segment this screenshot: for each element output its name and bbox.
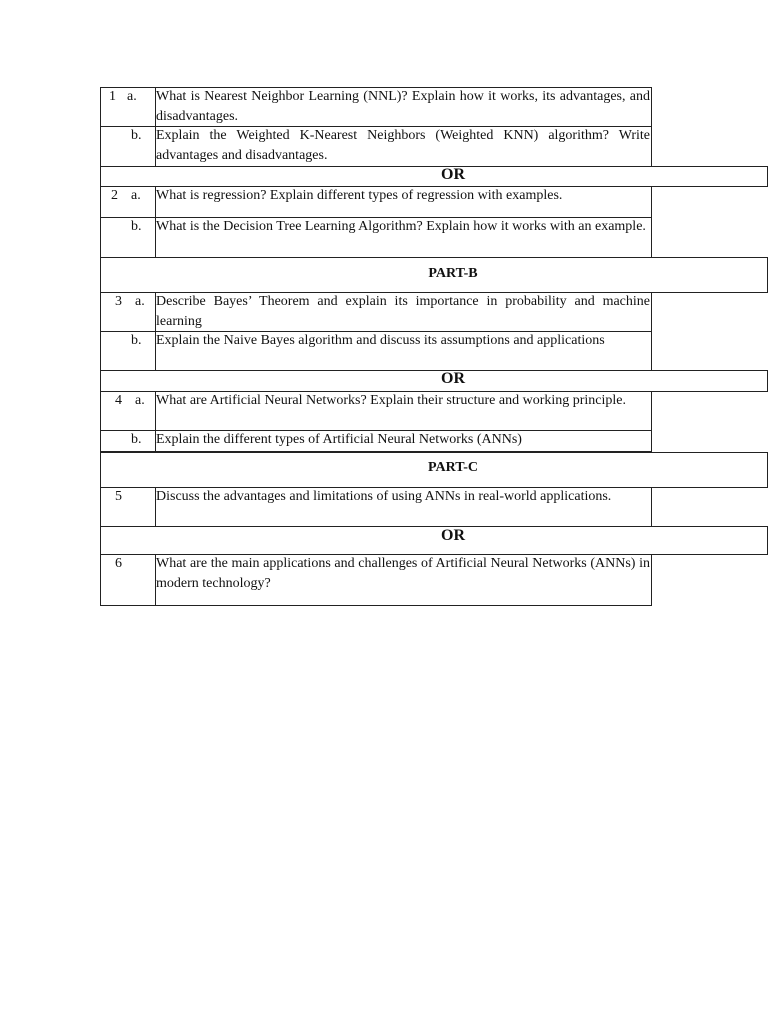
- question-text: What are Artificial Neural Networks? Explain their structure and working principle.: [156, 393, 626, 408]
- or-separator: OR: [441, 166, 465, 183]
- subquestion-label: a.: [131, 188, 141, 203]
- part-c-heading: PART-C: [427, 460, 479, 475]
- subquestion-label: b.: [131, 128, 142, 143]
- table-rule: [651, 554, 652, 606]
- subquestion-label: a.: [127, 89, 137, 104]
- or-separator: OR: [441, 370, 465, 387]
- question-text: Explain the Naive Bayes algorithm and discuss its assumptions and applications: [156, 333, 605, 348]
- table-rule: [651, 391, 652, 452]
- subquestion-label: b.: [131, 219, 142, 234]
- table-rule: [100, 257, 768, 258]
- question-number: 6: [115, 556, 122, 571]
- table-rule: [651, 186, 652, 257]
- part-b-heading: PART-B: [428, 266, 478, 281]
- table-rule: [651, 487, 652, 526]
- table-rule: [651, 292, 652, 370]
- question-text: What is Nearest Neighbor Learning (NNL)? Explain how it works, its advantages, and disadvantages.: [156, 89, 650, 124]
- question-text: Describe Bayes’ Theorem and explain its importance in probability and machine learning: [156, 294, 650, 329]
- subquestion-label: b.: [131, 432, 142, 447]
- subquestion-label: a.: [135, 294, 145, 309]
- question-text: Discuss the advantages and limitations of using ANNs in real-world applications.: [156, 489, 612, 504]
- question-text: What is regression? Explain different types of regression with examples.: [156, 188, 563, 203]
- question-number: 5: [115, 489, 122, 504]
- question-number: 2: [111, 188, 118, 203]
- question-text: Explain the different types of Artificial Neural Networks (ANNs): [156, 432, 522, 447]
- subquestion-label: b.: [131, 333, 142, 348]
- table-rule: [100, 605, 651, 606]
- question-text: Explain the Weighted K-Nearest Neighbors (Weighted KNN) algorithm? Write advantages and disadvantages.: [156, 128, 650, 163]
- question-text: What are the main applications and challenges of Artificial Neural Networks (ANNs) in modern technology?: [156, 556, 650, 591]
- question-number: 1: [109, 89, 116, 104]
- question-number: 3: [115, 294, 122, 309]
- question-text: What is the Decision Tree Learning Algorithm? Explain how it works with an example.: [156, 219, 646, 234]
- table-rule: [100, 452, 768, 453]
- or-separator: OR: [441, 527, 465, 544]
- subquestion-label: a.: [135, 393, 145, 408]
- table-rule: [651, 87, 652, 167]
- question-number: 4: [115, 393, 122, 408]
